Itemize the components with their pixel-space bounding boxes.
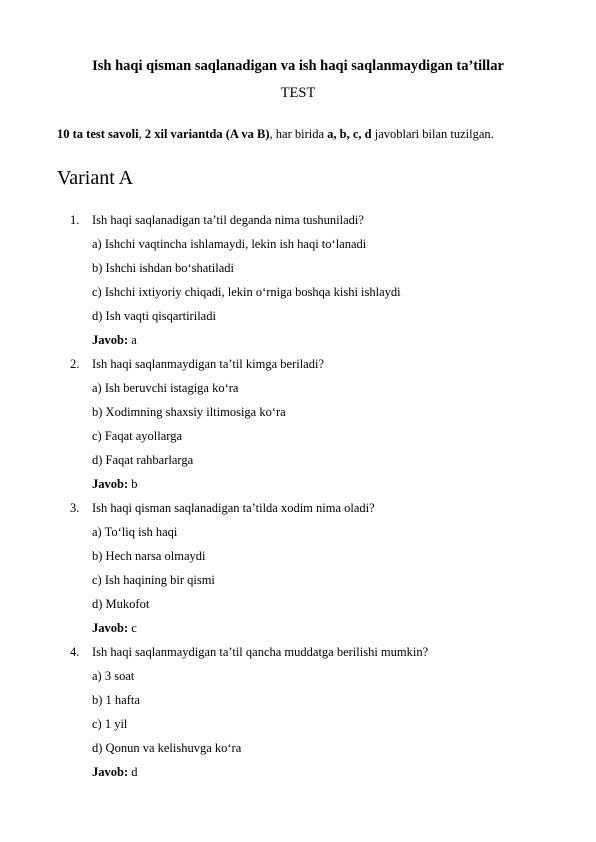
intro-sep-1: ,: [138, 127, 145, 141]
option-d-line: [0, 740, 596, 764]
option-b: b) Hech narsa olmaydi: [92, 549, 206, 563]
option-a-line: [0, 380, 596, 404]
document-subtitle: TEST: [280, 85, 316, 101]
question-number: 2.: [70, 357, 80, 371]
answer: [92, 620, 137, 636]
intro-tail: javoblari bilan tuzilgan.: [371, 127, 494, 141]
intro-count: 10 ta test savoli: [57, 127, 139, 141]
option-d-line: [0, 308, 596, 332]
answer: [92, 332, 137, 348]
question-text: Ish haqi saqlanmaydigan ta’til qancha muddatga berilishi mumkin?: [92, 645, 429, 659]
answer-label: Javob:: [92, 621, 129, 635]
option-c-line: [0, 284, 596, 308]
question-3: [0, 500, 596, 644]
answer-line: [0, 476, 596, 500]
document-title: Ish haqi qisman saqlanadigan va ish haqi saqlanmaydigan ta’tillar: [92, 58, 504, 74]
intro-options: a, b, c, d: [327, 127, 372, 141]
option-a-line: [0, 236, 596, 260]
option-b-line: [0, 260, 596, 284]
option-a-line: [0, 524, 596, 548]
answer-label: Javob:: [92, 477, 129, 491]
question-text: Ish haqi qisman saqlanadigan ta’tilda xodim nima oladi?: [92, 501, 375, 515]
question-number: 1.: [70, 213, 80, 227]
question-number: 3.: [70, 501, 80, 515]
option-c: c) 1 yil: [92, 717, 128, 731]
option-c: c) Faqat ayollarga: [92, 429, 183, 443]
option-a: a) Ishchi vaqtincha ishlamaydi, lekin ish haqi to‘lanadi: [92, 237, 367, 251]
intro-paragraph: [57, 126, 557, 142]
option-d: d) Mukofot: [92, 597, 150, 611]
answer: [92, 476, 138, 492]
answer-label: Javob:: [92, 765, 129, 779]
question-number: 4.: [70, 645, 80, 659]
option-b-line: [0, 548, 596, 572]
question-4-line: [0, 644, 596, 668]
option-d-line: [0, 452, 596, 476]
option-b: b) 1 hafta: [92, 693, 140, 707]
answer-value: b: [128, 477, 138, 491]
option-c: c) Ishchi ixtiyoriy chiqadi, lekin o‘rniga boshqa kishi ishlaydi: [92, 285, 401, 299]
option-b: b) Xodimning shaxsiy iltimosiga ko‘ra: [92, 405, 286, 419]
option-d: d) Faqat rahbarlarga: [92, 453, 194, 467]
option-c-line: [0, 428, 596, 452]
question-text: Ish haqi saqlanmaydigan ta’til kimga beriladi?: [92, 357, 324, 371]
answer-line: [0, 332, 596, 356]
question-2: [0, 356, 596, 500]
answer-line: [0, 764, 596, 788]
question-text: Ish haqi saqlanadigan ta’til deganda nima tushuniladi?: [92, 213, 364, 227]
option-a: a) Ish beruvchi istagiga ko‘ra: [92, 381, 239, 395]
option-b: b) Ishchi ishdan bo‘shatiladi: [92, 261, 234, 275]
answer-value: a: [128, 333, 137, 347]
intro-variants: 2 xil variantda (A va B): [144, 127, 270, 141]
question-list: [0, 212, 596, 788]
option-c-line: [0, 572, 596, 596]
question-1-line: [0, 212, 596, 236]
option-a-line: [0, 668, 596, 692]
option-a: a) To‘liq ish haqi: [92, 525, 178, 539]
option-a: a) 3 soat: [92, 669, 135, 683]
option-d-line: [0, 596, 596, 620]
option-d: d) Qonun va kelishuvga ko‘ra: [92, 741, 242, 755]
question-3-line: [0, 500, 596, 524]
section-heading-variant-a: Variant A: [57, 167, 134, 189]
question-4: [0, 644, 596, 788]
answer-line: [0, 620, 596, 644]
option-c-line: [0, 716, 596, 740]
intro-sep-2: , har birida: [269, 127, 328, 141]
option-c: c) Ish haqining bir qismi: [92, 573, 215, 587]
question-1: [0, 212, 596, 356]
answer-label: Javob:: [92, 333, 129, 347]
answer-value: c: [128, 621, 137, 635]
question-2-line: [0, 356, 596, 380]
option-d: d) Ish vaqti qisqartiriladi: [92, 309, 216, 323]
answer: [92, 764, 138, 780]
answer-value: d: [128, 765, 138, 779]
option-b-line: [0, 404, 596, 428]
option-b-line: [0, 692, 596, 716]
